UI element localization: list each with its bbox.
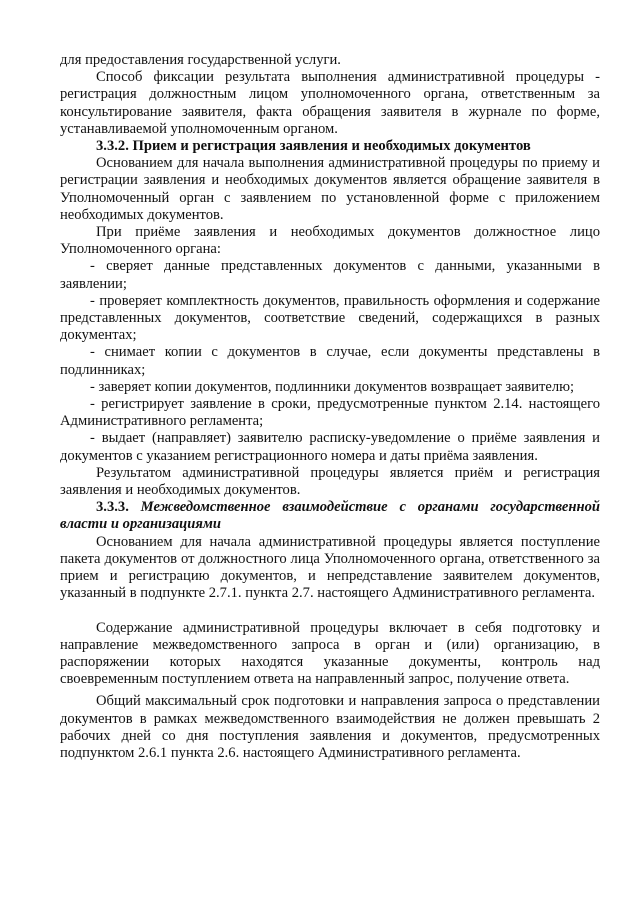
paragraph-grounds-receipt: Основанием для начала выполнения административной процедуры по приему и регистрации заявления и необходимых документов является обращение заявителя в Уполномоченный орган с заявлением по установленной форме с приложением необходимых документов. [60,155,600,223]
section-number-3-3-3: 3.3.3. [96,499,129,516]
list-item-register-application: - регистрирует заявление в сроки, предусмотренные пунктом 2.14. настоящего Административного регламента; [60,396,600,430]
list-item-make-copies: - снимает копии с документов в случае, если документы представлены в подлинниках; [60,344,600,378]
paragraph-max-term: Общий максимальный срок подготовки и направления запроса о представлении документов в рамках межведомственного взаимодействия не должен превышать 2 рабочих дней со дня поступления заявления и документов, предусмотренных подпунктом 2.6.1 пункта 2.6. настоящего Административного регламента. [60,693,600,761]
list-item-verify-data: - сверяет данные представленных документов с данными, указанными в заявлении; [60,258,600,292]
list-item-check-completeness: - проверяет комплектность документов, правильность оформления и содержание представленных документов, соответствие сведений, содержащихся в разных документах; [60,292,600,344]
paragraph-result: Результатом административной процедуры является приём и регистрация заявления и необходимых документов. [60,464,600,499]
section-heading-3-3-2: 3.3.2. Прием и регистрация заявления и необходимых документов [96,138,531,155]
paragraph-fixation-method: Способ фиксации результата выполнения административной процедуры - регистрация должностным лицом уполномоченного органа, ответственным за консультирование заявителя, факта обращения заявителя в журнале по форме, устанавливаемой уполномоченным органом. [60,69,600,137]
paragraph-grounds-interagency: Основанием для начала административной процедуры является поступление пакета документов от должностного лица Уполномоченного органа, ответственного за прием и регистрацию документов, и непредставление заявителем документов, указанный в подпункте 2.7.1. пункта 2.7. настоящего Административного регламента. [60,533,600,602]
section-title-3-3-3: Межведомственное взаимодействие с органами государственной власти и организациями [60,499,600,533]
section-heading-3-3-3 [60,499,600,533]
list-item-certify-copies: - заверяет копии документов, подлинники документов возвращает заявителю; [90,378,575,395]
spacer [60,603,600,620]
paragraph-official-actions: При приёме заявления и необходимых документов должностное лицо Уполномоченного органа: [60,224,600,258]
list-item-issue-receipt: - выдает (направляет) заявителю расписку-уведомление о приёме заявления и документов с указанием регистрационного номера и даты приёма заявления. [60,430,600,464]
paragraph-procedure-content: Содержание административной процедуры включает в себя подготовку и направление межведомственного запроса в орган и (или) организацию, в распоряжении которых находятся указанные документы, контроль над своевременным поступлением ответа на направленный запрос, получение ответа. [60,619,600,688]
document-page [60,52,600,762]
paragraph-continuation: для предоставления государственной услуги. [60,52,341,68]
